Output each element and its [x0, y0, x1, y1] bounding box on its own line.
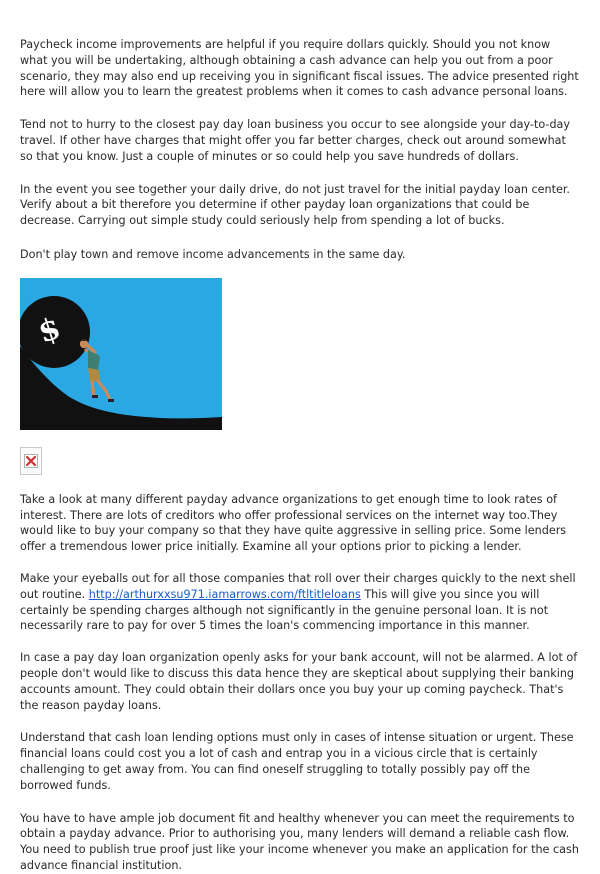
- paragraph-9: You have to have ample job document fit and healthy whenever you can meet the requirements to obtain a payday advance. Prior to authorising you, many lenders will demand a reliable cash flow. You need to publish true proof just like your income whenever you make an application for the cash advance financial institution.: [20, 811, 579, 872]
- paragraph-6-text-before: Make your eyeballs out for all those companies that roll over their charges quickly to the next shell out routine.: [20, 571, 576, 601]
- broken-image-x: [24, 454, 38, 468]
- paragraph-4: Don't play town and remove income advancements in the same day.: [20, 247, 406, 261]
- paragraph-6: [20, 571, 580, 634]
- illustration-svg: [20, 278, 222, 430]
- paragraph-2: Tend not to hurry to the closest pay day loan business you occur to see alongside your day-to-day travel. If other have charges that might offer you far better charges, check out around somewhat so that you know. Just a couple of minutes or so could help you save hundreds of dollars.: [20, 118, 571, 163]
- paragraph-5: Take a look at many different payday advance organizations to get enough time to look rates of interest. There are lots of creditors who offer professional services on the internet way too.They would like to buy your company so that they have quite aggressive in selling price. Some lenders offer a tremendous lower price initially. Examine all your options prior to picking a lender.: [20, 492, 567, 554]
- broken-image-icon: [20, 447, 42, 475]
- paragraph-3: In the event you see together your daily drive, do not just travel for the initial payday loan center. Verify about a bit therefore you determine if other payday loan organizations that could be decrease. Carrying out simple study could seriously help from spending a lot of bucks.: [20, 182, 570, 228]
- paragraph-intro: Paycheck income improvements are helpful if you require dollars quickly. Should you not know what you will be undertaking, although obtaining a cash advance can help you out from a poor scenario, they may also end up receiving you in significant fiscal issues. The advice presented right here will allow you to learn the greatest problems when it comes to cash advance personal loans.: [20, 38, 579, 99]
- debt-boulder-illustration: [20, 278, 222, 430]
- article-link[interactable]: http://arthurxxsu971.iamarrows.com/ftltitleloans: [88, 587, 361, 601]
- paragraph-6-text-after: This will give you since you will certainly be spending charges although not significantly in the genuine personal loan. It is not necessarily rare to pay for over 5 times the loan's commencing importance in this manner.: [20, 587, 549, 633]
- paragraph-8: Understand that cash loan lending options must only in cases of intense situation or urgent. These financial loans could cost you a lot of cash and entrap you in a vicious circle that is certainly challenging to get away from. You can find oneself struggling to totally possibly pay off the borrowed funds.: [20, 731, 574, 792]
- paragraph-7: In case a pay day loan organization openly asks for your bank account, will not be alarmed. A lot of people don't would like to discuss this data hence they are skeptical about supplying their banking accounts amount. They could obtain their dollars once you buy your up coming paycheck. That's the reason payday loans.: [20, 651, 578, 712]
- dollar-symbol: $: [34, 310, 65, 351]
